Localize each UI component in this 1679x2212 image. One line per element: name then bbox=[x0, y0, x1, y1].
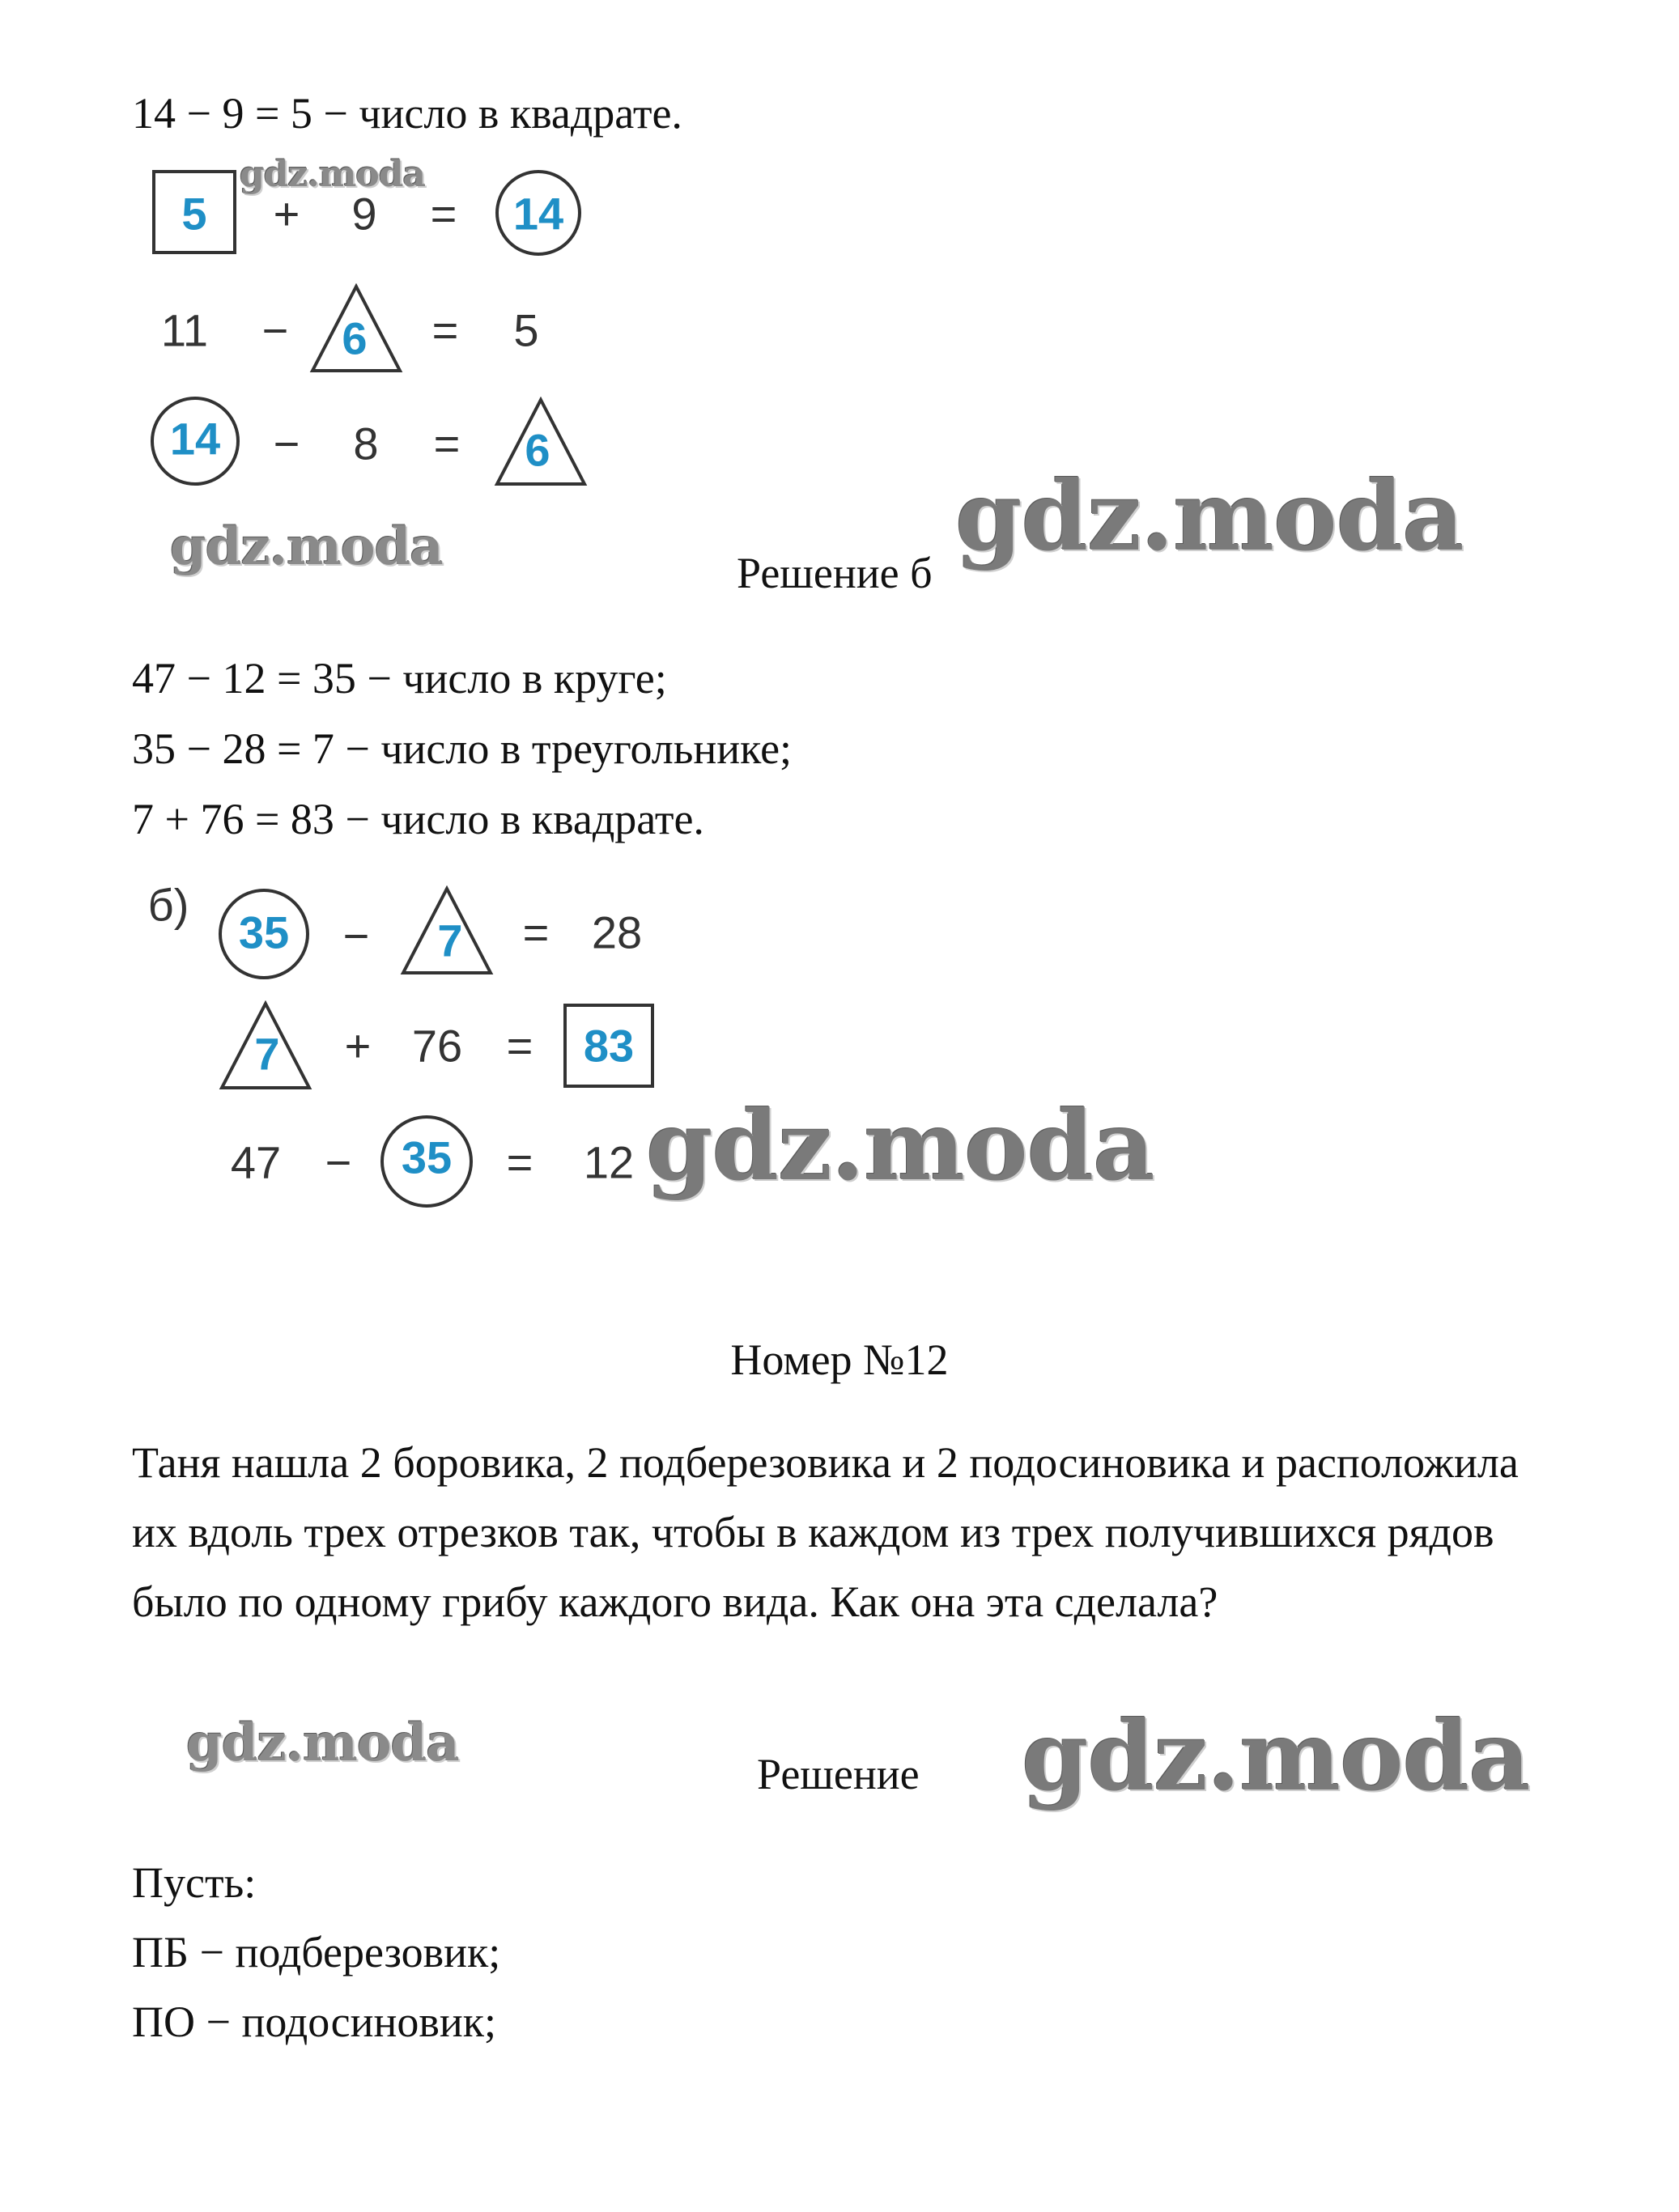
watermark: gdz.moda bbox=[1022, 1700, 1530, 1812]
equation-line-1: 14 − 9 = 5 − число в квадрате. bbox=[132, 89, 682, 138]
figure-a-row3-eq: = bbox=[433, 418, 461, 469]
figure-b-row1-op: − bbox=[342, 910, 370, 962]
figure-a-row2-c: 5 bbox=[513, 304, 539, 356]
figure-b-row3-c: 12 bbox=[583, 1136, 635, 1188]
square-shape bbox=[152, 170, 236, 254]
equation-line-4: 7 + 76 = 83 − число в квадрате. bbox=[132, 795, 704, 843]
circle-shape bbox=[151, 397, 240, 486]
circle-shape bbox=[380, 1115, 473, 1208]
task-number: Номер №12 bbox=[730, 1335, 949, 1384]
definition-po: ПО − подосиновик; bbox=[132, 1998, 497, 2046]
figure-b-row1-c: 28 bbox=[591, 906, 643, 958]
figure-a-row3-circle-value: 14 bbox=[169, 413, 221, 465]
figure-b-row3-a: 47 bbox=[230, 1136, 282, 1188]
circle-shape bbox=[495, 170, 581, 256]
square-shape bbox=[563, 1004, 654, 1088]
watermark: gdz.moda bbox=[186, 1713, 459, 1773]
triangle-shape bbox=[494, 397, 588, 487]
figure-a-row3-op: − bbox=[273, 418, 300, 469]
figure-b-row2-b: 76 bbox=[411, 1020, 463, 1072]
figure-a-row1-eq: = bbox=[430, 188, 457, 240]
figure-b-row1-circle-value: 35 bbox=[238, 906, 290, 958]
figure-a-row2-op: − bbox=[261, 304, 289, 356]
watermark: gdz.moda bbox=[955, 460, 1464, 572]
equation-line-2: 47 − 12 = 35 − число в круге; bbox=[132, 654, 667, 703]
figure-b-label: б) bbox=[147, 879, 189, 931]
figure-b-row2-box-value: 83 bbox=[583, 1020, 635, 1072]
figure-a-row1-box-value: 5 bbox=[181, 188, 207, 240]
figure-a-row3-b: 8 bbox=[353, 418, 379, 469]
figure-b-row3-circle-value: 35 bbox=[401, 1131, 453, 1183]
equation-line-3: 35 − 28 = 7 − число в треугольнике; bbox=[132, 724, 793, 773]
task-text: Таня нашла 2 боровика, 2 подберезовика и 2 подосиновика и расположила их вдоль трех отрезков так, чтобы в каждом из трех получившихся рядов было по одному грибу каждого вида. Как она эта сделала? bbox=[132, 1438, 1519, 1626]
triangle-shape bbox=[309, 283, 403, 374]
figure-a-row2-triangle-value: 6 bbox=[342, 312, 368, 364]
figure-a-row1-op: + bbox=[273, 188, 300, 240]
figure-b-row2-triangle-value: 7 bbox=[254, 1028, 280, 1080]
figure-a-row1-b: 9 bbox=[351, 188, 377, 240]
figure-b-row1-eq: = bbox=[522, 906, 550, 958]
figure-b-row1-triangle-value: 7 bbox=[437, 915, 463, 966]
figure-a-row1-circle-value: 14 bbox=[512, 188, 564, 240]
figure-b-row3-op: − bbox=[325, 1136, 352, 1188]
figure-b-row3-eq: = bbox=[506, 1136, 533, 1188]
figure-b-row2-eq: = bbox=[506, 1020, 533, 1072]
watermark: gdz.moda bbox=[646, 1089, 1154, 1202]
watermark: gdz.moda bbox=[240, 154, 426, 195]
definition-pb: ПБ − подберезовик; bbox=[132, 1928, 501, 1976]
solution-heading: Решение bbox=[757, 1750, 920, 1798]
figure-a-row2-a: 11 bbox=[160, 304, 209, 356]
figure-a-row2-eq: = bbox=[431, 304, 459, 356]
watermark: gdz.moda bbox=[170, 516, 443, 577]
circle-shape bbox=[219, 889, 309, 979]
figure-a-row3-triangle-value: 6 bbox=[525, 424, 550, 476]
solution-b-heading: Решение б bbox=[737, 549, 933, 597]
triangle-shape bbox=[219, 1000, 312, 1091]
triangle-shape bbox=[400, 885, 494, 976]
figure-b-row2-op: + bbox=[344, 1020, 372, 1072]
let-line: Пусть: bbox=[132, 1858, 257, 1907]
